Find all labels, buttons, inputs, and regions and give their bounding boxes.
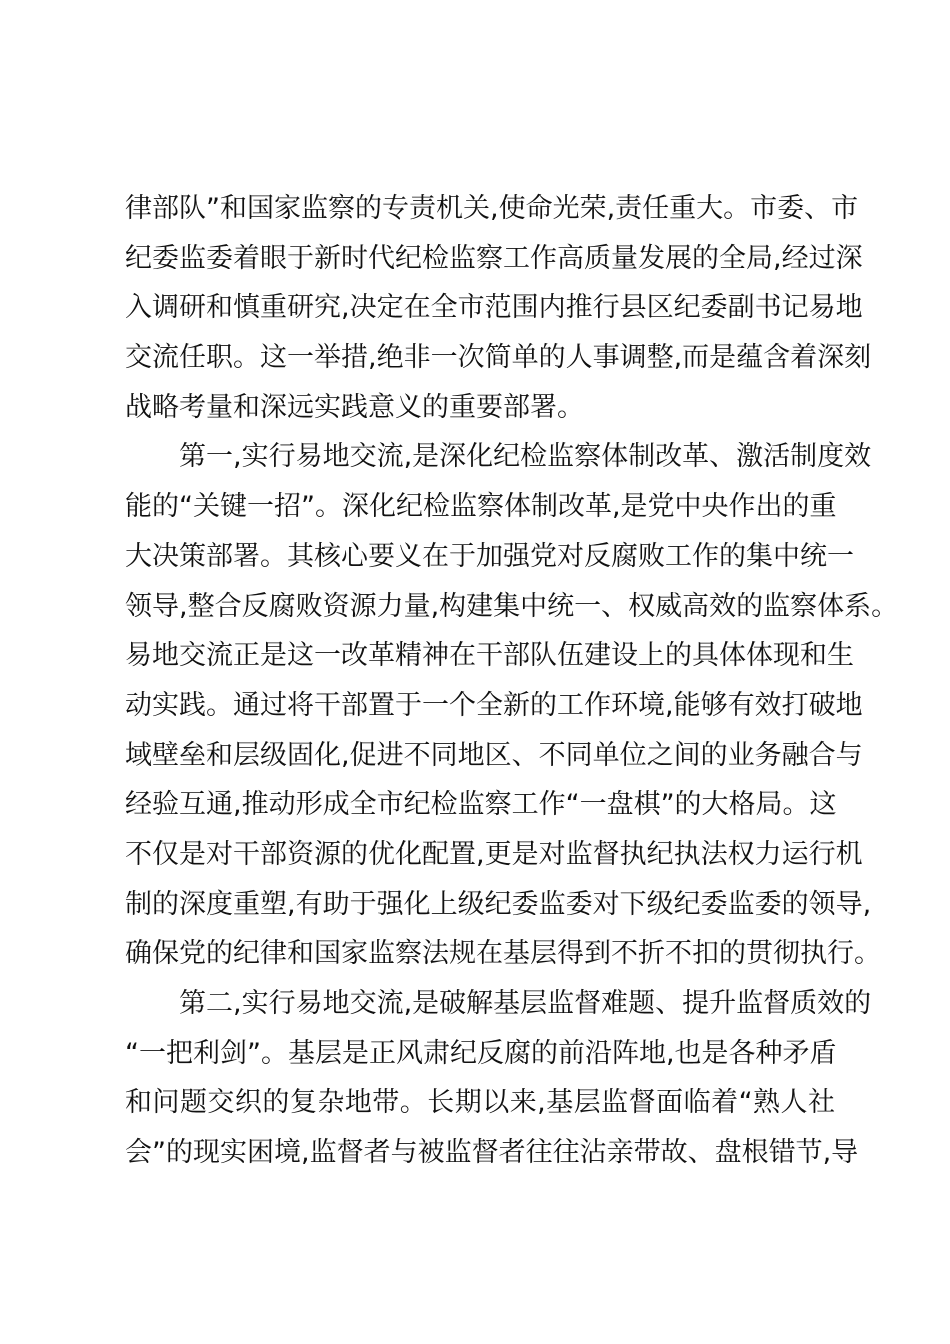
- text-line: 易地交流正是这一改革精神在干部队伍建设上的具体体现和生: [125, 640, 854, 672]
- text-line: 能的“关键一招”。深化纪检监察体制改革,是党中央作出的重: [125, 491, 837, 523]
- text-line: 第一,实行易地交流,是深化纪检监察体制改革、激活制度效: [179, 441, 872, 473]
- text-line: 纪委监委着眼于新时代纪检监察工作高质量发展的全局,经过深: [125, 242, 863, 274]
- paragraph-intro: [125, 184, 872, 432]
- text-line: 和问题交织的复杂地带。长期以来,基层监督面临着“熟人社: [125, 1087, 835, 1119]
- text-line: 动实践。通过将干部置于一个全新的工作环境,能够有效打破地: [125, 689, 863, 721]
- text-line: 入调研和慎重研究,决定在全市范围内推行县区纪委副书记易地: [125, 292, 863, 324]
- text-line: 律部队”和国家监察的专责机关,使命光荣,责任重大。市委、市: [125, 193, 859, 224]
- text-line: 交流任职。这一举措,绝非一次简单的人事调整,而是蕴含着深刻: [125, 342, 872, 374]
- text-line: 不仅是对干部资源的优化配置,更是对监督执纪执法权力运行机: [125, 838, 863, 870]
- text-line: 第二,实行易地交流,是破解基层监督难题、提升监督质效的: [179, 988, 872, 1019]
- text-line: 会”的现实困境,监督者与被监督者往往沾亲带故、盘根错节,导: [125, 1137, 859, 1169]
- text-line: 确保党的纪律和国家监察法规在基层得到不折不扣的贯彻执行。: [125, 938, 881, 970]
- text-line: 经验互通,推动形成全市纪检监察工作“一盘棋”的大格局。这: [125, 789, 837, 821]
- paragraph-second-point: [125, 979, 872, 1178]
- paragraph-first-point: [125, 432, 899, 979]
- text-line: 大决策部署。其核心要义在于加强党对反腐败工作的集中统一: [125, 540, 854, 572]
- text-line: 制的深度重塑,有助于强化上级纪委监委对下级纪委监委的领导,: [125, 888, 872, 920]
- text-line: 领导,整合反腐败资源力量,构建集中统一、权威高效的监察体系。: [125, 590, 899, 622]
- text-line: 域壁垒和层级固化,促进不同地区、不同单位之间的业务融合与: [125, 739, 863, 771]
- text-line: “一把利剑”。基层是正风肃纪反腐的前沿阵地,也是各种矛盾: [125, 1037, 837, 1069]
- text-line: 战略考量和深远实践意义的重要部署。: [125, 391, 584, 423]
- document-body: [125, 184, 899, 1178]
